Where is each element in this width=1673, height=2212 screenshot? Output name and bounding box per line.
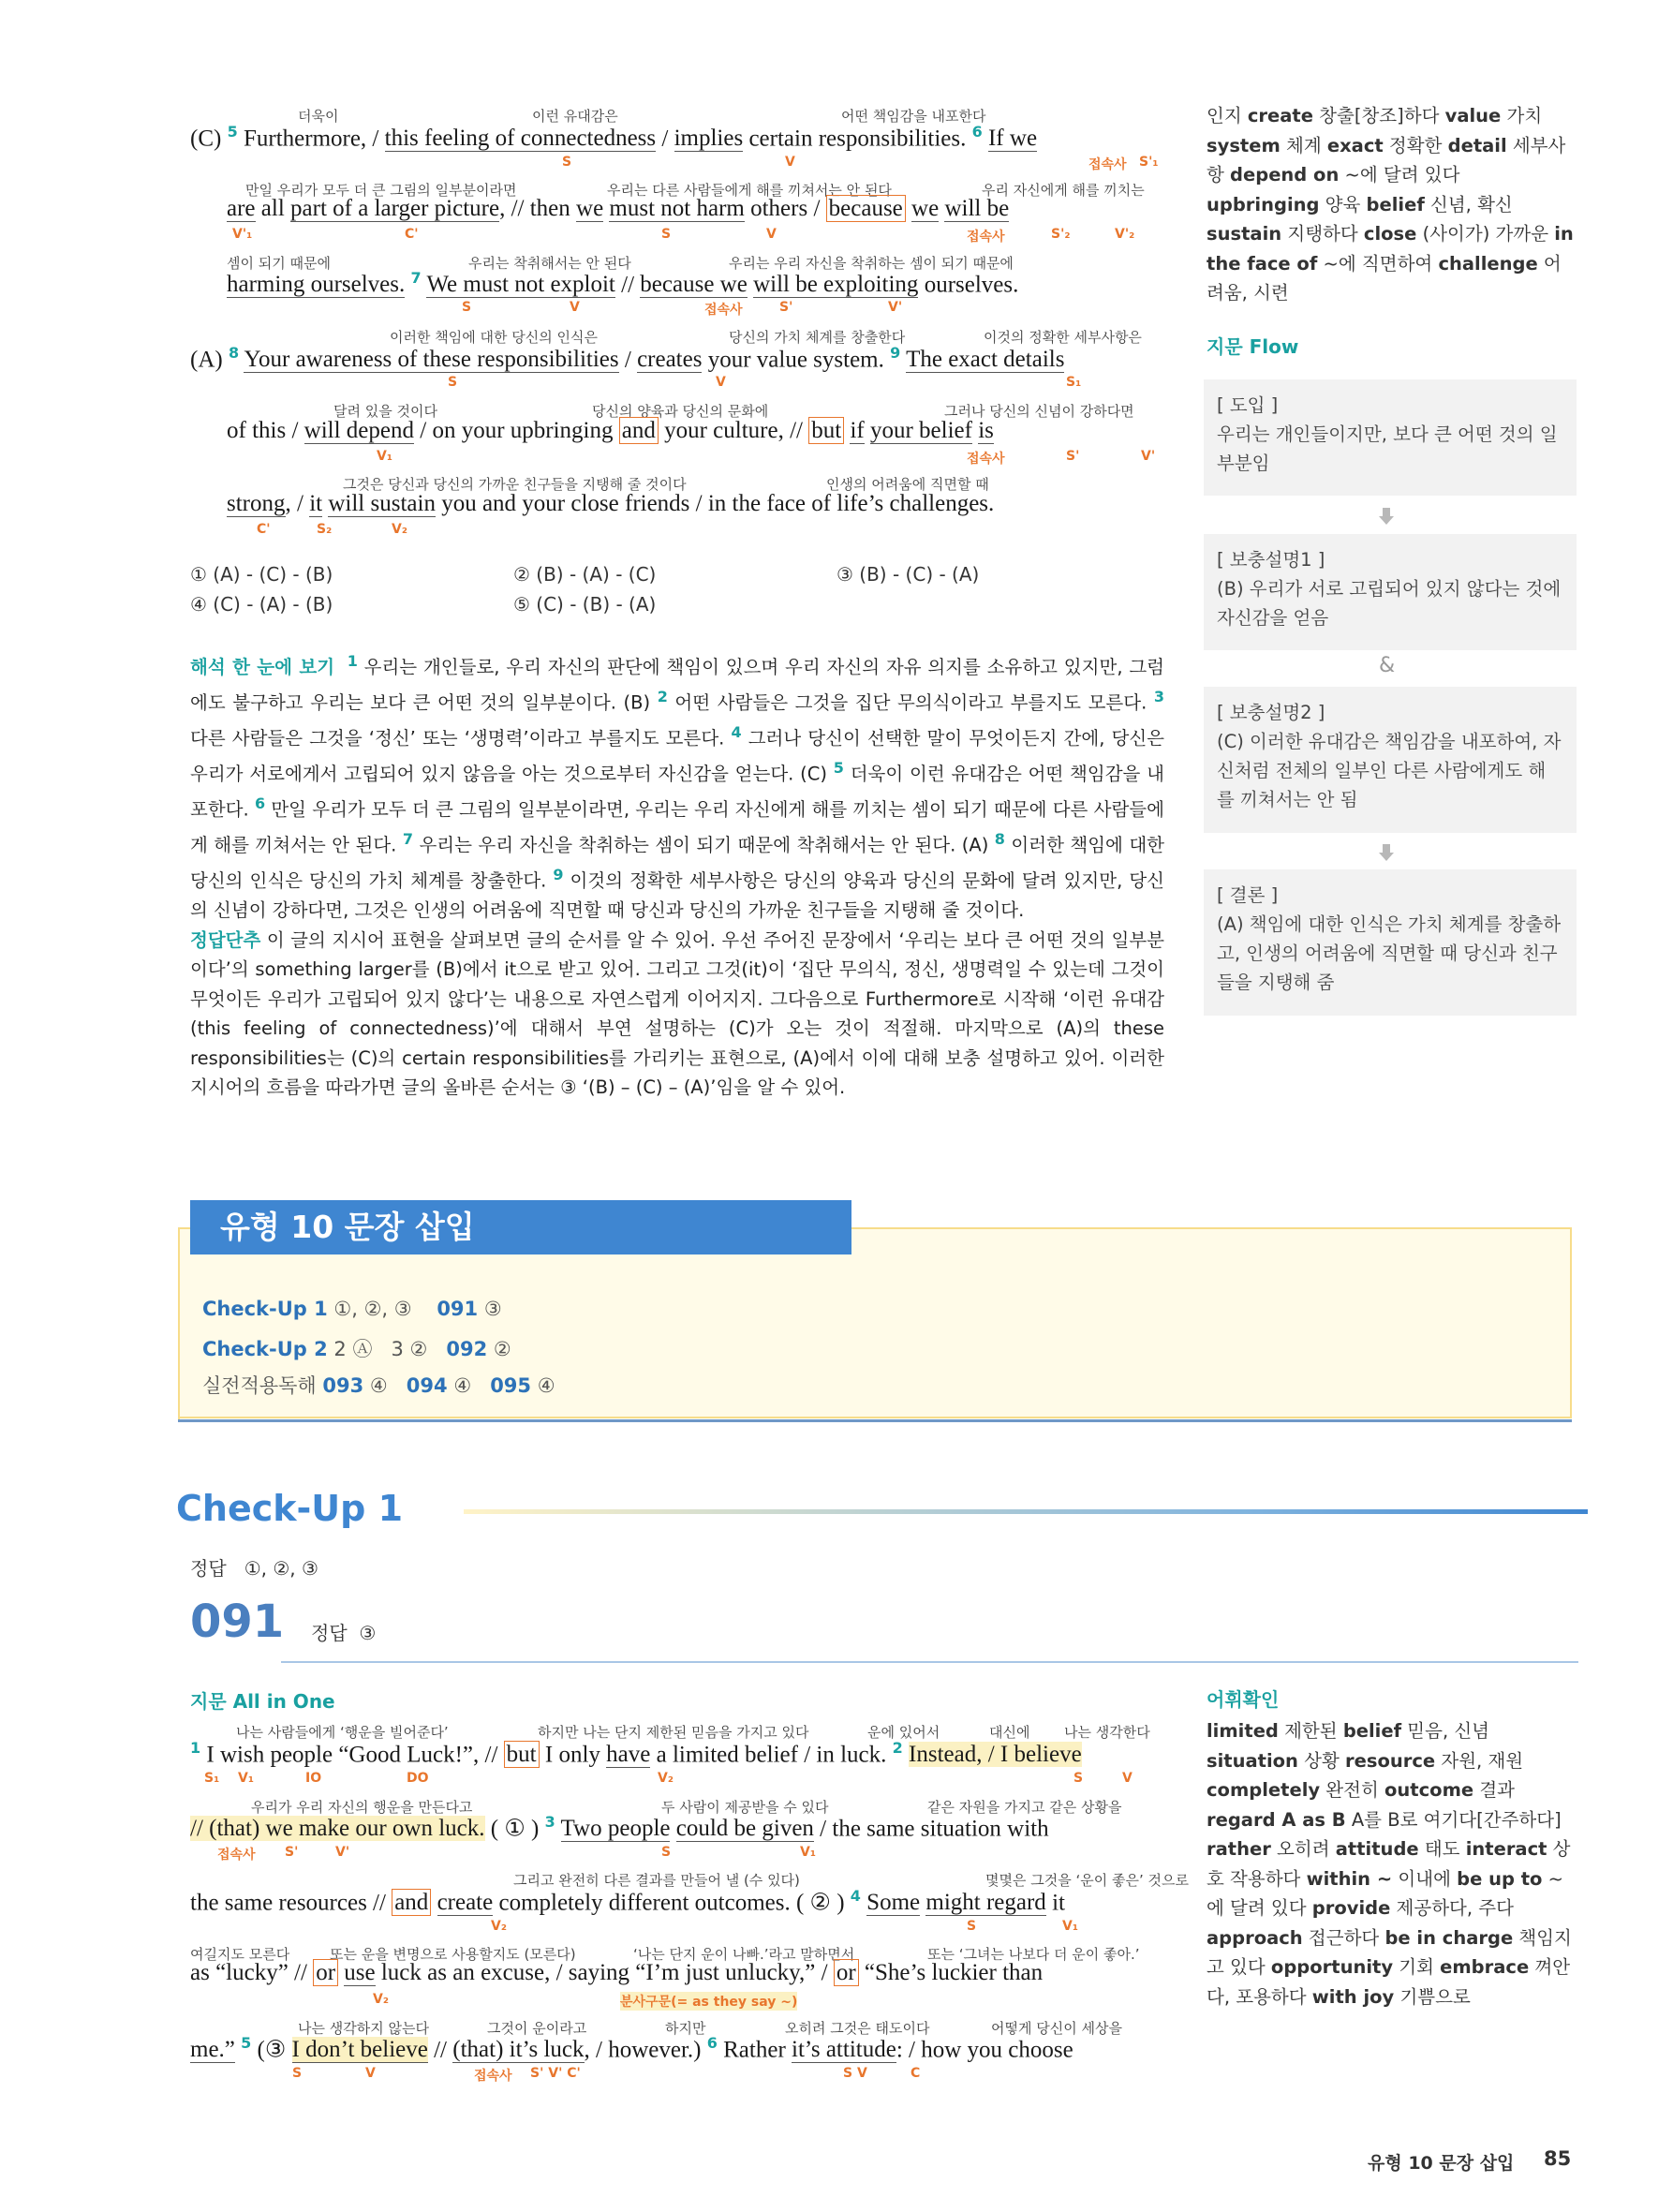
grammar-tag: V bbox=[365, 2066, 376, 2081]
ampersand: & bbox=[1379, 654, 1396, 677]
sentence-line: (A) $^8$ Your awareness of these responsibilities / creates your value system. $^9$ The exact details bbox=[190, 344, 1065, 373]
vocab-heading: 어휘확인 bbox=[1207, 1688, 1280, 1711]
gloss: 어떻게 당신이 세상을 bbox=[991, 2020, 1122, 2037]
arrow-down-icon bbox=[1379, 508, 1394, 525]
choice: ④ (C) - (A) - (B) bbox=[190, 593, 333, 616]
vocab-list-bottom: limited 제한된 belief 믿음, 신념 situation 상황 resource 자원, 재원 completely 완전히 outcome 결과 regard A as B A를 B로 여기다[간주하다] rather 오히려 attitude 태도 interact 상호 작용하다 within ~ 이내에 be up to ~에 달려 있다 provide 제공하다, 주다 approach 접근하다 be in charge 책임지고 있다 opportunity 기회 embrace 껴안다, 포용하다 with joy 기쁨으로 bbox=[1207, 1720, 1572, 2008]
paragraph-label: (A) bbox=[190, 347, 223, 373]
grammar-tag: V₁ bbox=[238, 1771, 254, 1786]
gloss: 그것은 당신과 당신의 가까운 친구들을 지탱해 줄 것이다 bbox=[343, 476, 687, 493]
flow-box: [ 도입 ] 우리는 개인들이지만, 보다 큰 어떤 것의 일부분임 bbox=[1204, 379, 1577, 496]
grammar-tag: S₂ bbox=[317, 522, 333, 537]
flow-box: [ 결론 ] (A) 책임에 대한 인식은 가치 체계를 창출하고, 인생의 어려움에 직면할 때 당신과 친구들을 지탱해 줌 bbox=[1204, 869, 1577, 1016]
grammar-tag: S' bbox=[779, 300, 793, 315]
sentence-number: 5 bbox=[227, 123, 238, 141]
grammar-tag: 접속사 bbox=[704, 303, 743, 318]
vocab-list-top: 인지 create 창출[창조]하다 value 가치 system 체계 exact 정확한 detail 세부사항 depend on ~에 달려 있다 upbringing 양육 belief 신념, 확신 sustain 지탱하다 close (사이가) 가까운 in the face of ~에 직면하여 challenge 어려움, 시련 bbox=[1207, 105, 1574, 304]
paragraph-label: (C) bbox=[190, 126, 222, 152]
grammar-tag: 접속사 bbox=[217, 1848, 256, 1863]
divider bbox=[281, 1661, 1578, 1663]
gloss: 우리는 착취해서는 안 된다 bbox=[468, 255, 631, 272]
sentence-line: (C) $^5$ Furthermore, / this feeling of connectedness / implies certain responsibilities. $^6$ If we bbox=[190, 123, 1038, 152]
gloss: 만일 우리가 모두 더 큰 그림의 일부분이라면 bbox=[245, 182, 517, 199]
choice: ① (A) - (C) - (B) bbox=[190, 563, 333, 586]
grammar-tag: V bbox=[716, 375, 726, 390]
sentence-line: // (that) we make our own luck. ( ① ) $^3$ Two people could be given / the same situation with bbox=[190, 1813, 1049, 1842]
gloss: 더욱이 bbox=[298, 108, 339, 125]
grammar-tag: S bbox=[562, 155, 572, 170]
grammar-tag: V' bbox=[1141, 449, 1156, 464]
grammar-tag: S V bbox=[843, 2066, 867, 2081]
gloss: 셈이 되기 때문에 bbox=[227, 255, 331, 272]
sentence-line: are all part of a larger picture, // then we must not harm others / because we will be bbox=[227, 196, 1010, 221]
gloss: 인생의 어려움에 직면할 때 bbox=[826, 476, 989, 493]
translation-paragraph: 해석 한 눈에 보기 $^1$ 우리는 개인들로, 우리 자신의 판단에 책임이 있으며 우리 자신의 자유 의지를 소유하고 있지만, 그럼에도 불구하고 우리는 보다 큰 어떤 것의 일부분이다. (B) $^2$ 어떤 사람들은 그것을 집단 무의식이라고 부를지도 모른다. $^3$ 다른 사람들은 그것을 ‘정신’ 또는 ‘생명력’이라고 부를지도 모른다. $^4$ 그러나 당신이 선택한 말이 무엇이든지 간에, 당신은 우리가 서로에게서 고립되어 있지 않음을 아는 것으로부터 자신감을 얻는다. (C) $^5$ 더욱이 이런 유대감은 어떤 책임감을 내포한다. $^6$ 만일 우리가 모두 더 큰 그림의 일부분이라면, 우리는 우리 자신에게 해를 끼치는 셈이 되기 때문에 다른 사람들에게 해를 끼쳐서는 안 된다. $^7$ 우리는 우리 자신을 착취하는 셈이 되기 때문에 착취해서는 안 된다. (A) $^8$ 이러한 책임에 대한 당신의 인식은 당신의 가치 체계를 창출한다. $^9$ 이것의 정확한 세부사항은 당신의 양육과 당신의 문화에 달려 있지만, 당신의 신념이 강하다면, 그것은 인생의 어려움에 직면할 때 당신과 당신의 가까운 친구들을 지탱해 줄 것이다. bbox=[190, 652, 1165, 921]
gloss: 그것이 운이라고 bbox=[487, 2020, 587, 2037]
question-answer: 정답 ③ bbox=[311, 1622, 377, 1644]
translation-heading: 해석 한 눈에 보기 bbox=[190, 656, 335, 678]
grammar-tag: C bbox=[911, 2066, 921, 2081]
gloss: 나는 생각하지 않는다 bbox=[298, 2020, 429, 2037]
gloss: 그러나 당신의 신념이 강하다면 bbox=[944, 403, 1134, 420]
grammar-tag: S bbox=[661, 1845, 672, 1860]
flow-box: [ 보충설명2 ] (C) 이러한 유대감은 책임감을 내포하여, 자신처럼 전체의 일부인 다른 사람에게도 해를 끼쳐서는 안 됨 bbox=[1204, 687, 1577, 833]
grammar-tag: V'₁ bbox=[232, 227, 253, 242]
gloss: 그리고 완전히 다른 결과를 만들어 낼 (수 있다) bbox=[513, 1872, 800, 1889]
summary-row: 실전적용독해 093 ④ 094 ④ 095 ④ bbox=[202, 1374, 555, 1397]
grammar-tag: V bbox=[570, 300, 580, 315]
choice: ③ (B) - (C) - (A) bbox=[836, 563, 980, 586]
gloss: 당신의 가치 체계를 창출한다 bbox=[729, 329, 906, 346]
gloss: 운에 있어서 bbox=[867, 1724, 940, 1741]
flow-heading: 지문 Flow bbox=[1207, 335, 1299, 358]
divider bbox=[178, 1419, 1572, 1422]
grammar-tag: V₁ bbox=[377, 449, 392, 464]
grammar-tag: S'₂ bbox=[1051, 227, 1071, 242]
grammar-tag: V₂ bbox=[658, 1771, 674, 1786]
gloss: 이런 유대감은 bbox=[532, 108, 618, 125]
summary-row: Check-Up 2 2 Ⓐ 3 ② 092 ② bbox=[202, 1338, 511, 1360]
sentence-number: 1 bbox=[190, 1739, 201, 1757]
gloss: 나는 사람들에게 ‘행운을 빌어준다’ bbox=[236, 1724, 449, 1741]
sentence-line: strong, / it will sustain you and your close friends / in the face of life’s challenges. bbox=[227, 491, 995, 516]
grammar-tag: V₂ bbox=[373, 1992, 389, 2007]
grammar-tag: V bbox=[785, 155, 795, 170]
gloss: 또는 운을 변명으로 사용할지도 (모른다) bbox=[330, 1946, 576, 1963]
sentence-number: 2 bbox=[892, 1739, 903, 1757]
grammar-tag: C' bbox=[405, 227, 419, 242]
gloss: 몇몇은 그것을 ‘운이 좋은’ 것으로 bbox=[985, 1872, 1189, 1889]
sentence-number: 7 bbox=[410, 269, 422, 287]
gloss: 또는 ‘그녀는 나보다 더 운이 좋아.’ bbox=[927, 1946, 1140, 1963]
arrow-down-icon bbox=[1379, 844, 1394, 861]
grammar-tag: S bbox=[967, 1919, 977, 1934]
gloss: 하지만 나는 단지 제한된 믿음을 가지고 있다 bbox=[538, 1724, 809, 1741]
gloss: 오히려 그것은 태도이다 bbox=[785, 2020, 930, 2037]
sentence-line: of this / will depend / on your upbringing and your culture, // but if your belief is bbox=[227, 418, 994, 443]
sentence-number: 9 bbox=[890, 344, 901, 362]
sentence-number: 4 bbox=[850, 1887, 861, 1905]
explanation bbox=[190, 646, 1164, 1103]
grammar-tag: S bbox=[448, 375, 458, 390]
grammar-tag: IO bbox=[305, 1771, 322, 1786]
grammar-tag: 접속사 bbox=[1088, 157, 1127, 172]
gloss: 같은 자원을 가지고 같은 상황을 bbox=[927, 1799, 1122, 1816]
sentence-number: 5 bbox=[241, 2034, 252, 2052]
grammar-tag: S bbox=[292, 2066, 303, 2081]
gloss: 달려 있을 것이다 bbox=[333, 403, 437, 420]
gloss: 나는 생각한다 bbox=[1064, 1724, 1150, 1741]
gloss: 우리가 우리 자신의 행운을 만든다고 bbox=[251, 1799, 473, 1816]
gloss: 우리는 우리 자신을 착취하는 셈이 되기 때문에 bbox=[729, 255, 1014, 272]
sentence-line: $^1$ I wish people “Good Luck!”, // but I only have a limited belief / in luck. $^2$ Instead, / I believe bbox=[190, 1739, 1082, 1768]
grammar-tag: S bbox=[462, 300, 472, 315]
grammar-tag: S₁ bbox=[1066, 375, 1082, 390]
grammar-tag: S'₁ bbox=[1139, 155, 1159, 170]
grammar-tag: V' bbox=[888, 300, 903, 315]
grammar-tag: 접속사 bbox=[967, 452, 1005, 467]
choice: ② (B) - (A) - (C) bbox=[513, 563, 657, 586]
grammar-tag: V₂ bbox=[491, 1919, 507, 1934]
grammar-tag: V' bbox=[335, 1845, 350, 1860]
grammar-tag: V bbox=[1122, 1771, 1133, 1786]
grammar-tag: S' bbox=[1066, 449, 1080, 464]
grammar-tag: S₁ bbox=[204, 1771, 220, 1786]
grammar-tag: V₁ bbox=[800, 1845, 816, 1860]
checkup-title: Check-Up 1 bbox=[176, 1488, 404, 1529]
gloss: 어떤 책임감을 내포한다 bbox=[841, 108, 986, 125]
gloss: 이것의 정확한 세부사항은 bbox=[984, 329, 1142, 346]
gloss: 우리 자신에게 해를 끼치는 bbox=[982, 182, 1145, 199]
page-number: 85 bbox=[1544, 2147, 1572, 2170]
footer-section: 유형 10 문장 삽입 bbox=[1368, 2153, 1515, 2174]
grammar-tag: V₁ bbox=[1062, 1919, 1078, 1934]
grammar-tag: 분사구문(= as they say ~) bbox=[620, 1992, 797, 2011]
gloss: 우리는 다른 사람들에게 해를 끼쳐서는 안 된다 bbox=[607, 182, 892, 199]
summary-row: Check-Up 1 ①, ②, ③ 091 ③ bbox=[202, 1298, 502, 1320]
sentence-number: 3 bbox=[544, 1813, 555, 1831]
grammar-tag: S' V' C' bbox=[530, 2066, 581, 2081]
flow-box: [ 보충설명1 ] (B) 우리가 서로 고립되어 있지 않다는 것에 자신감을 얻음 bbox=[1204, 534, 1577, 650]
grammar-tag: V bbox=[766, 227, 777, 242]
sentence-line: as “lucky” // or use luck as an excuse, / saying “I’m just unlucky,” / or “She’s luckier than bbox=[190, 1960, 1044, 1985]
grammar-tag: S' bbox=[285, 1845, 299, 1860]
sentence-number: 6 bbox=[971, 123, 983, 141]
grammar-tag: C' bbox=[257, 522, 271, 537]
grammar-tag: 접속사 bbox=[967, 230, 1005, 245]
gloss: 두 사람이 제공받을 수 있다 bbox=[661, 1799, 829, 1816]
grammar-tag: 접속사 bbox=[474, 2069, 512, 2084]
grammar-tag: V₂ bbox=[392, 522, 407, 537]
gloss: ‘나는 단지 운이 나빠.’라고 말하면서 bbox=[633, 1946, 855, 1963]
grammar-tag: S bbox=[1073, 1771, 1084, 1786]
answer-paragraph: 정답단추 이 글의 지시어 표현을 살펴보면 글의 순서를 알 수 있어. 우선 주어진 문장에서 ‘우리는 보다 큰 어떤 것의 일부분이다’의 something larger를 (B)에서 it으로 받고 있어. 그리고 그것(it)이 ‘집단 무의식, 정신, 생명력일 수 있는데 그것이 무엇이든 우리가 고립되어 있지 않다’는 내용으로 자연스럽게 이어지지. 그다음으로 Furthermore로 시작해 ‘이런 유대감(this feeling of connectedness)’에 대해서 부연 설명하는 (C)가 오는 것이 적절해. 마지막으로 (A)의 these responsibilities는 (C)의 certain responsibilities를 가리키는 표현으로, (A)에서 이에 대해 보충 설명하고 있어. 이러한 지시어의 흐름을 따라가면 글의 올바른 순서는 ③ ‘(B) – (C) – (A)’임을 알 수 있어. bbox=[190, 928, 1164, 1098]
gloss: 하지만 bbox=[665, 2020, 706, 2037]
gloss: 이러한 책임에 대한 당신의 인식은 bbox=[390, 329, 598, 346]
sentence-line: harming ourselves. $^7$ We must not exploit // because we will be exploiting ourselves. bbox=[227, 269, 1019, 298]
sentence-number: 8 bbox=[228, 344, 240, 362]
grammar-tag: S bbox=[661, 227, 672, 242]
grammar-tag: V'₂ bbox=[1115, 227, 1135, 242]
choice: ⑤ (C) - (B) - (A) bbox=[513, 593, 657, 616]
sentence-line: the same resources // and create completely different outcomes. ( ② ) $^4$ Some might regard it bbox=[190, 1887, 1065, 1916]
sentence-number: 6 bbox=[706, 2034, 718, 2052]
gloss: 당신의 양육과 당신의 문화에 bbox=[592, 403, 769, 420]
section-tab: 유형 10 문장 삽입 bbox=[190, 1200, 851, 1254]
checkup-answer: 정답 ①, ②, ③ bbox=[190, 1557, 318, 1580]
sentence-line: me.” $^5$ (③ I don’t believe // (that) it’s luck, / however.) $^6$ Rather it’s attitude: / how you choose bbox=[190, 2034, 1073, 2063]
gloss: 여길지도 모른다 bbox=[190, 1946, 290, 1963]
title-rule bbox=[464, 1509, 1588, 1514]
allinone-heading: 지문 All in One bbox=[190, 1690, 335, 1713]
grammar-tag: DO bbox=[407, 1771, 429, 1786]
box-edge bbox=[178, 1227, 180, 1420]
answer-heading: 정답단추 bbox=[190, 928, 261, 951]
question-number: 091 bbox=[190, 1596, 285, 1648]
gloss: 대신에 bbox=[989, 1724, 1030, 1741]
